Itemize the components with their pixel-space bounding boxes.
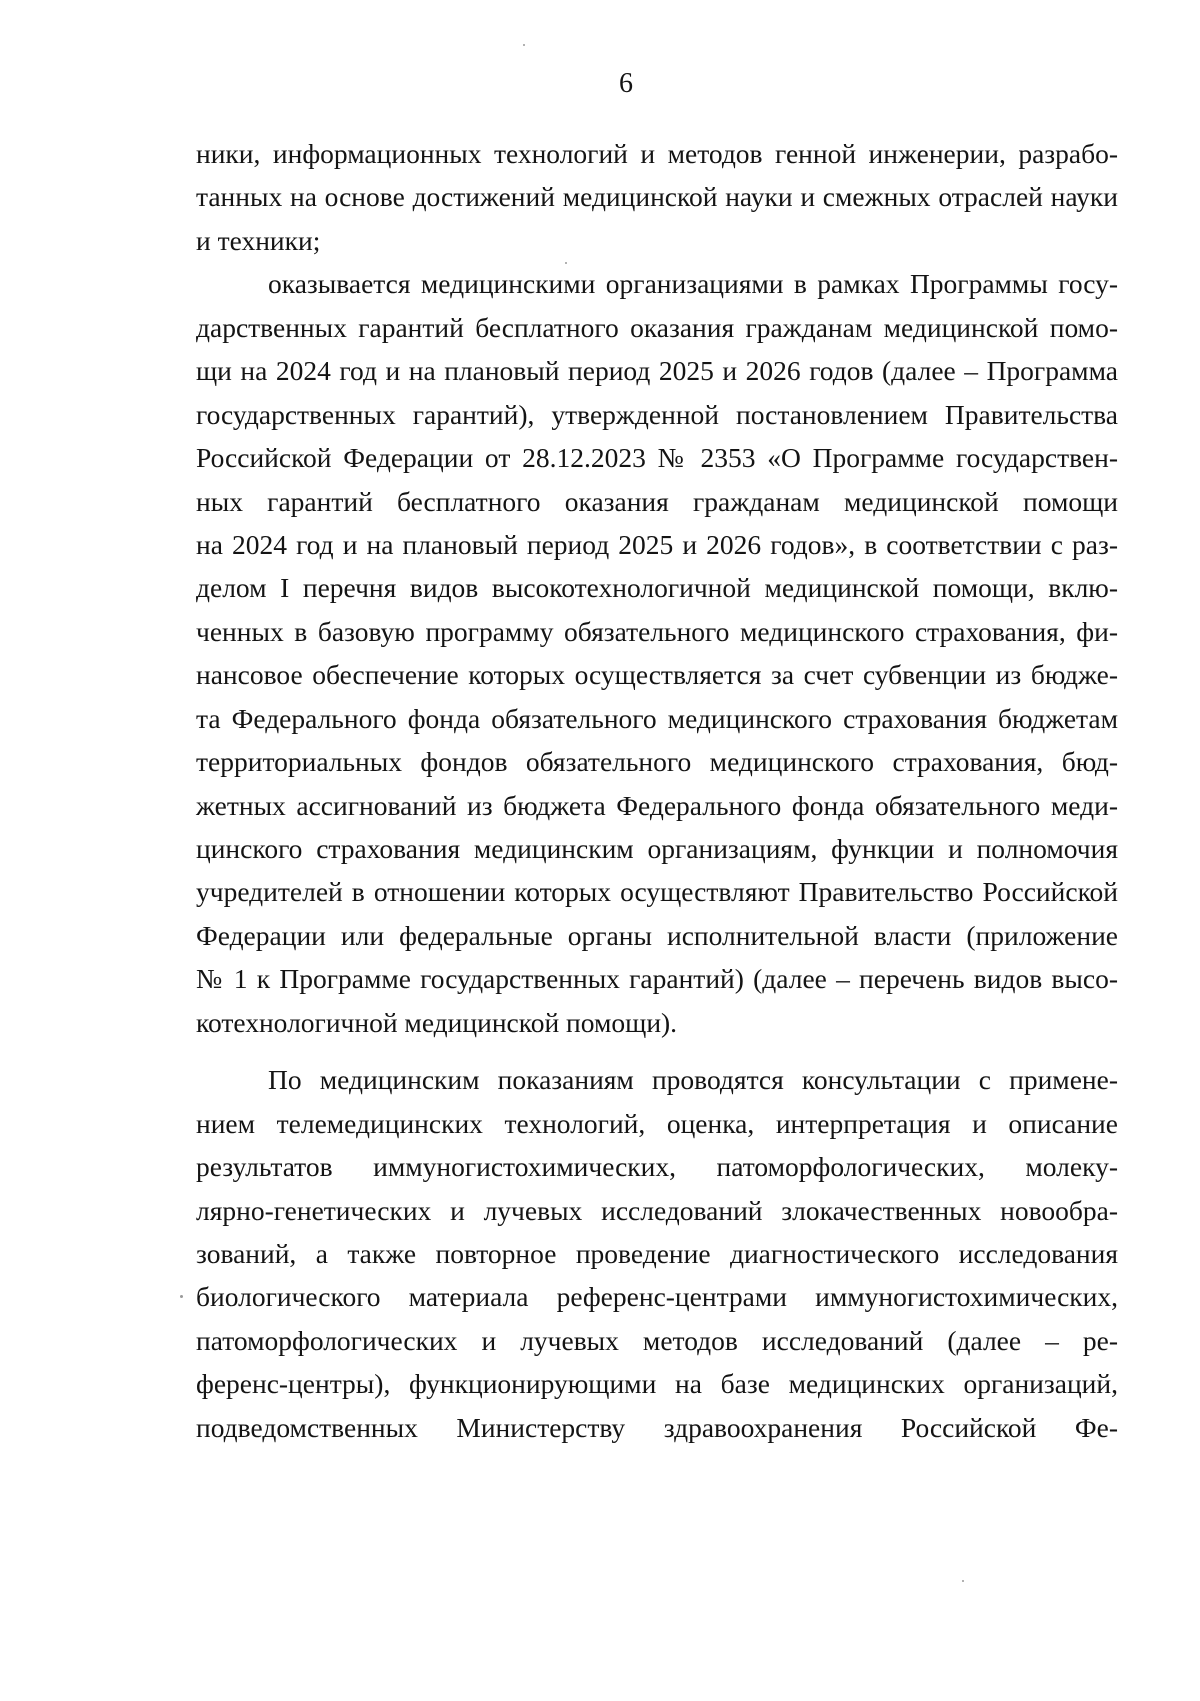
text-line: По медицинским показаниям проводятся консультации с примене- — [268, 1064, 1118, 1096]
paragraph-2 — [196, 262, 1118, 1044]
text-line: на 2024 год и на плановый период 2025 и 2026 годов», в соответствии с раз- — [196, 528, 1118, 560]
text-line: та Федерального фонда обязательного медицинского страхования бюджетам — [196, 702, 1118, 734]
text-line: нансовое обеспечение которых осуществляется за счет субвенции из бюдже- — [196, 659, 1118, 691]
text-line: № 1 к Программе государственных гарантий) (далее – перечень видов высо- — [196, 963, 1118, 995]
text-line: нием телемедицинских технологий, оценка, интерпретация и описание — [196, 1107, 1118, 1139]
text-line: учредителей в отношении которых осуществляют Правительство Российской — [196, 876, 1118, 908]
paragraph-1 — [196, 132, 1118, 262]
text-line: результатов иммуногистохимических, патоморфологических, молеку- — [196, 1151, 1118, 1183]
text-line: Федерации или федеральные органы исполнительной власти (приложение — [196, 919, 1118, 951]
text-line: государственных гарантий), утвержденной постановлением Правительства — [196, 398, 1118, 430]
text-line: дарственных гарантий бесплатного оказания гражданам медицинской помо- — [196, 311, 1118, 343]
paragraph-3 — [196, 1058, 1118, 1449]
text-line: Российской Федерации от 28.12.2023 № 2353 «О Программе государствен- — [196, 442, 1118, 474]
text-line: цинского страхования медицинским организациям, функции и полномочия — [196, 833, 1118, 864]
page-number: 6 — [619, 68, 633, 99]
text-line: щи на 2024 год и на плановый период 2025 и 2026 годов (далее – Программа — [196, 355, 1118, 387]
text-line: танных на основе достижений медицинской науки и смежных отраслей науки — [196, 181, 1118, 213]
text-line: ференс-центры), функционирующими на базе медицинских организаций, — [196, 1368, 1118, 1400]
text-line: патоморфологических и лучевых методов исследований (далее – ре- — [196, 1324, 1118, 1356]
text-line: оказывается медицинскими организациями в рамках Программы госу- — [268, 268, 1118, 300]
text-line: территориальных фондов обязательного медицинского страхования, бюд- — [196, 746, 1118, 778]
scan-speck — [523, 44, 525, 46]
scan-speck — [962, 1580, 964, 1582]
text-line: подведомственных Министерству здравоохранения Российской Фе- — [196, 1411, 1118, 1443]
text-line: котехнологичной медицинской помощи). — [196, 1006, 678, 1038]
text-line: биологического материала референс-центрами иммуногистохимических, — [196, 1281, 1118, 1313]
scan-speck — [180, 1295, 183, 1298]
text-line: ники, информационных технологий и методов генной инженерии, разрабо- — [196, 138, 1118, 169]
text-line: и техники; — [196, 224, 321, 256]
text-line: ченных в базовую программу обязательного медицинского страхования, фи- — [196, 615, 1118, 647]
text-line: жетных ассигнований из бюджета Федерального фонда обязательного меди- — [196, 789, 1118, 821]
text-line: лярно-генетических и лучевых исследований злокачественных новообра- — [196, 1194, 1118, 1226]
text-line: ных гарантий бесплатного оказания гражданам медицинской помощи — [196, 485, 1118, 517]
text-line: зований, а также повторное проведение диагностического исследования — [196, 1237, 1118, 1269]
scan-speck — [565, 262, 567, 264]
text-line: делом I перечня видов высокотехнологичной медицинской помощи, вклю- — [196, 572, 1118, 604]
body-text — [196, 132, 1118, 1449]
paragraph-spacer — [196, 1044, 1118, 1058]
